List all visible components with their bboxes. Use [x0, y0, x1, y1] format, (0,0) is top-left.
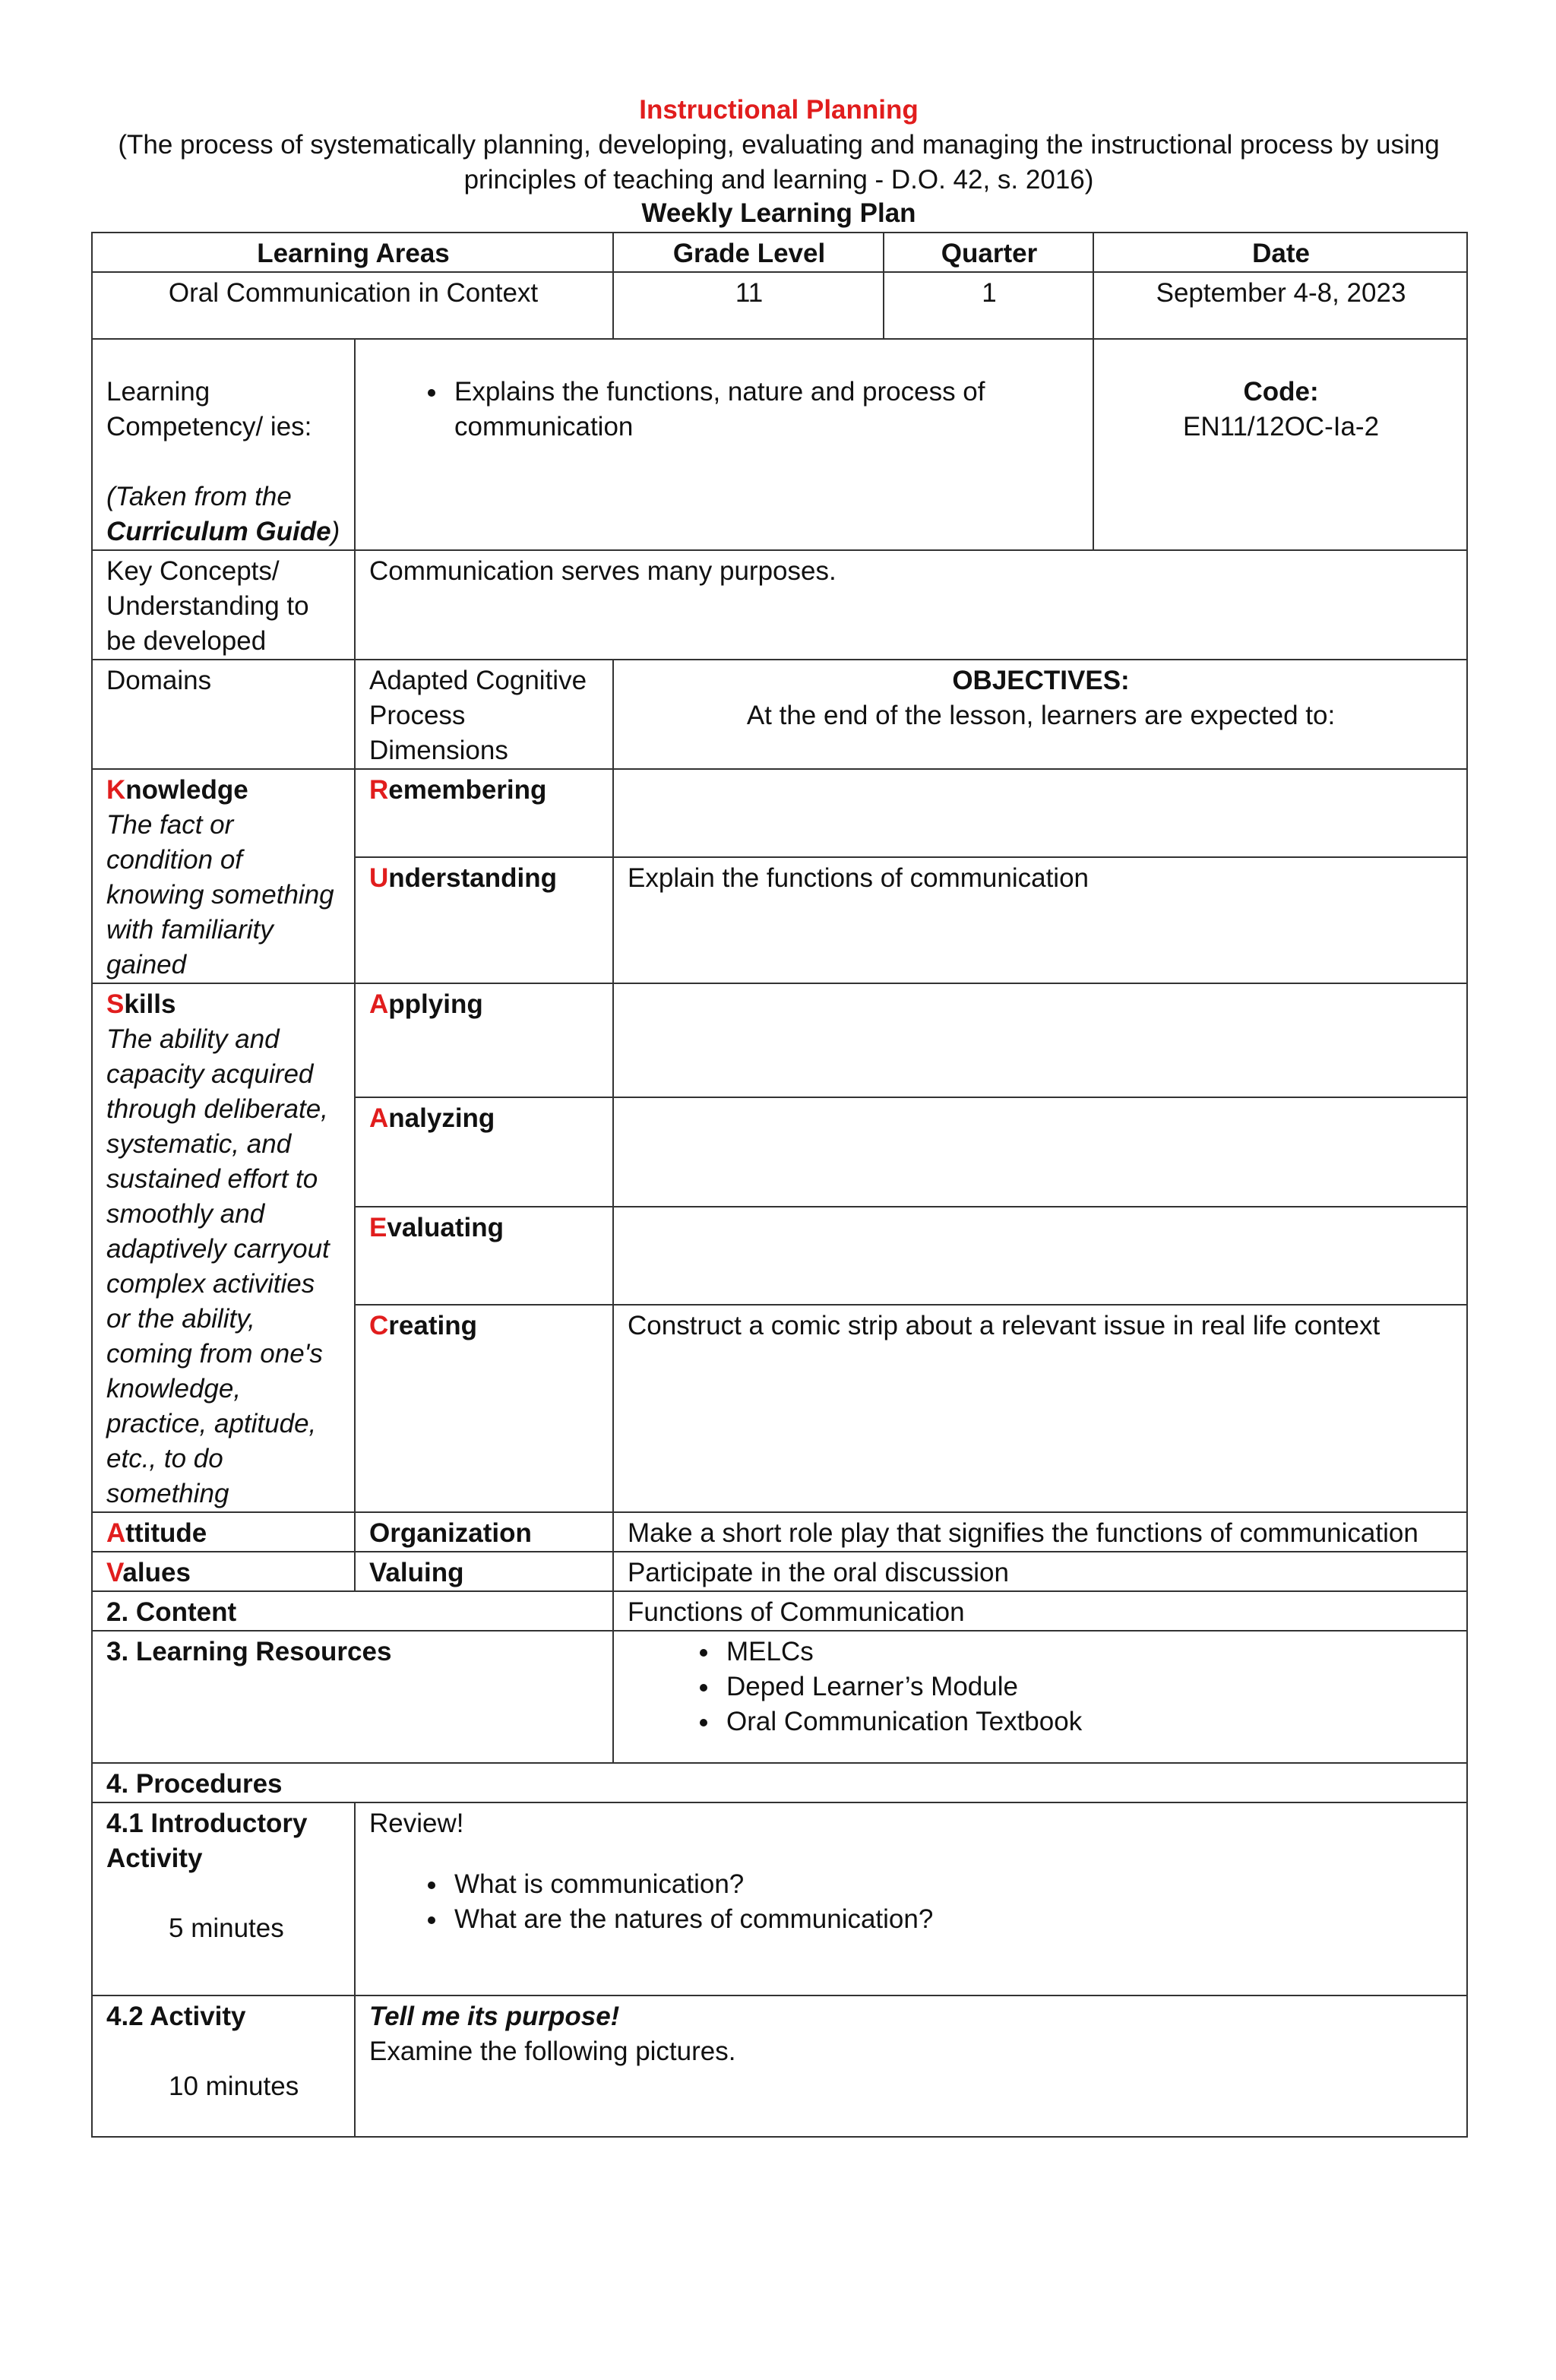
- analyzing-objective: [613, 1097, 1467, 1207]
- review-question: • What are the natures of communication?: [448, 1902, 1454, 1937]
- introductory-activity-content: [355, 1802, 1467, 1995]
- knowledge-initial: K: [106, 775, 126, 805]
- competency-label-line-1: Learning: [106, 377, 210, 407]
- remembering-rest: emembering: [388, 775, 547, 805]
- resources-row: [92, 1631, 1467, 1763]
- introductory-activity-time: 5 minutes: [169, 1913, 284, 1943]
- competency-note-bold: Curriculum Guide: [106, 517, 331, 546]
- valuing-dimension: Valuing: [355, 1552, 613, 1591]
- applying-row: [92, 983, 1467, 1097]
- competency-note-pre: (Taken from the: [106, 482, 292, 511]
- competency-list-cell: [355, 339, 1093, 550]
- procedures-label: 4. Procedures: [92, 1763, 1467, 1802]
- learning-areas-header: Learning Areas: [92, 233, 613, 272]
- attitude-rest: ttitude: [125, 1518, 207, 1548]
- key-concepts-label: Key Concepts/ Understanding to be developed: [92, 550, 355, 660]
- activity-label: 4.2 Activity: [106, 2002, 246, 2031]
- knowledge-domain-cell: [92, 769, 355, 983]
- review-question: • What is communication?: [448, 1867, 1454, 1902]
- competency-label-cell: [92, 339, 355, 550]
- introductory-activity-cell: [92, 1802, 355, 1995]
- skills-description: The ability and capacity acquired through deliberate, systematic, and sustained effort to smoothly and adaptively carryout complex activities or the ability, coming from one's knowledge, practice, aptitude, etc., to do something: [106, 1024, 330, 1508]
- date-value: September 4-8, 2023: [1093, 272, 1467, 339]
- learning-area-value: Oral Communication in Context: [92, 272, 613, 339]
- attitude-row: [92, 1512, 1467, 1552]
- attitude-initial: A: [106, 1518, 126, 1548]
- competency-item: • Explains the functions, nature and process of communication: [448, 375, 1080, 445]
- introductory-activity-label: 4.1 Introductory Activity: [106, 1809, 308, 1873]
- understanding-rest: nderstanding: [388, 862, 557, 893]
- evaluating-initial: E: [369, 1212, 387, 1242]
- resource-item: • Oral Communication Textbook: [720, 1704, 1454, 1739]
- key-concepts-row: [92, 550, 1467, 660]
- objectives-header-cell: [613, 660, 1467, 769]
- analyzing-dimension: [355, 1097, 613, 1207]
- resources-list-cell: [613, 1631, 1467, 1763]
- info-header-row: [92, 233, 1467, 272]
- organization-dimension: Organization: [355, 1512, 613, 1552]
- remembering-row: [92, 769, 1467, 857]
- competency-row: [92, 339, 1467, 550]
- domains-row: [92, 660, 1467, 769]
- introductory-activity-row: [92, 1802, 1467, 1995]
- values-row: [92, 1552, 1467, 1591]
- evaluating-rest: valuating: [387, 1212, 504, 1242]
- remembering-initial: R: [369, 775, 389, 805]
- competency-label-line-2: Competency/ ies:: [106, 412, 312, 442]
- competency-note-post: ): [330, 517, 340, 546]
- evaluating-objective: [613, 1207, 1467, 1305]
- knowledge-rest: nowledge: [125, 775, 248, 805]
- content-row: [92, 1591, 1467, 1631]
- learning-plan-table: [91, 232, 1468, 2138]
- values-objective: Participate in the oral discussion: [613, 1552, 1467, 1591]
- applying-objective: [613, 983, 1467, 1097]
- activity-row: [92, 1995, 1467, 2137]
- objectives-subtitle: At the end of the lesson, learners are expected to:: [746, 701, 1336, 730]
- knowledge-label: [106, 773, 342, 808]
- document-title: Instructional Planning: [639, 95, 919, 125]
- understanding-initial: U: [369, 862, 389, 893]
- skills-rest: kills: [124, 989, 176, 1019]
- activity-text: Examine the following pictures.: [369, 2037, 736, 2066]
- code-label: Code:: [1243, 377, 1319, 407]
- creating-rest: reating: [388, 1310, 477, 1340]
- resource-item: • MELCs: [720, 1635, 1454, 1669]
- content-label: 2. Content: [92, 1591, 613, 1631]
- resources-list: [614, 1635, 1454, 1739]
- document-subtitle-line-2: principles of teaching and learning - D.O. 42, s. 2016): [463, 165, 1094, 195]
- analyzing-rest: nalyzing: [388, 1103, 495, 1133]
- review-heading: Review!: [369, 1809, 464, 1838]
- applying-initial: A: [369, 989, 389, 1019]
- competency-note: [106, 479, 342, 549]
- document-subtitle-line-1: (The process of systematically planning, developing, evaluating and managing the instructional process by using: [118, 130, 1440, 160]
- dimensions-label: Adapted Cognitive Process Dimensions: [355, 660, 613, 769]
- attitude-objective: Make a short role play that signifies the functions of communication: [613, 1512, 1467, 1552]
- activity-time: 10 minutes: [169, 2071, 299, 2101]
- understanding-objective: Explain the functions of communication: [613, 857, 1467, 983]
- values-initial: V: [106, 1558, 123, 1587]
- activity-cell: [92, 1995, 355, 2137]
- attitude-domain: [92, 1512, 355, 1552]
- resources-label: 3. Learning Resources: [92, 1631, 613, 1763]
- key-concepts-value: Communication serves many purposes.: [355, 550, 1467, 660]
- quarter-header: Quarter: [884, 233, 1093, 272]
- objectives-title: OBJECTIVES:: [952, 666, 1130, 695]
- values-rest: alues: [122, 1558, 191, 1587]
- creating-initial: C: [369, 1310, 389, 1340]
- procedures-row: [92, 1763, 1467, 1802]
- info-value-row: [92, 272, 1467, 339]
- knowledge-description: The fact or condition of knowing something with familiarity gained: [106, 810, 334, 980]
- analyzing-initial: A: [369, 1103, 389, 1133]
- review-questions: [356, 1867, 1454, 1937]
- domains-label: Domains: [92, 660, 355, 769]
- quarter-value: 1: [884, 272, 1093, 339]
- creating-dimension: [355, 1305, 613, 1512]
- code-value: EN11/12OC-Ia-2: [1182, 412, 1380, 442]
- activity-content: [355, 1995, 1467, 2137]
- competency-list: [356, 375, 1080, 445]
- understanding-dimension: [355, 857, 613, 983]
- remembering-objective: [613, 769, 1467, 857]
- resource-item: • Deped Learner’s Module: [720, 1669, 1454, 1704]
- code-cell: [1093, 339, 1467, 550]
- applying-dimension: [355, 983, 613, 1097]
- creating-objective: Construct a comic strip about a relevant issue in real life context: [613, 1305, 1467, 1512]
- activity-heading: Tell me its purpose!: [369, 2002, 620, 2031]
- applying-rest: pplying: [388, 989, 483, 1019]
- values-domain: [92, 1552, 355, 1591]
- plan-title: Weekly Learning Plan: [641, 198, 916, 228]
- skills-label: [106, 987, 342, 1022]
- skills-initial: S: [106, 989, 125, 1019]
- content-value: Functions of Communication: [613, 1591, 1467, 1631]
- skills-domain-cell: [92, 983, 355, 1512]
- remembering-dimension: [355, 769, 613, 857]
- date-header: Date: [1093, 233, 1467, 272]
- grade-level-header: Grade Level: [613, 233, 884, 272]
- grade-level-value: 11: [613, 272, 884, 339]
- evaluating-dimension: [355, 1207, 613, 1305]
